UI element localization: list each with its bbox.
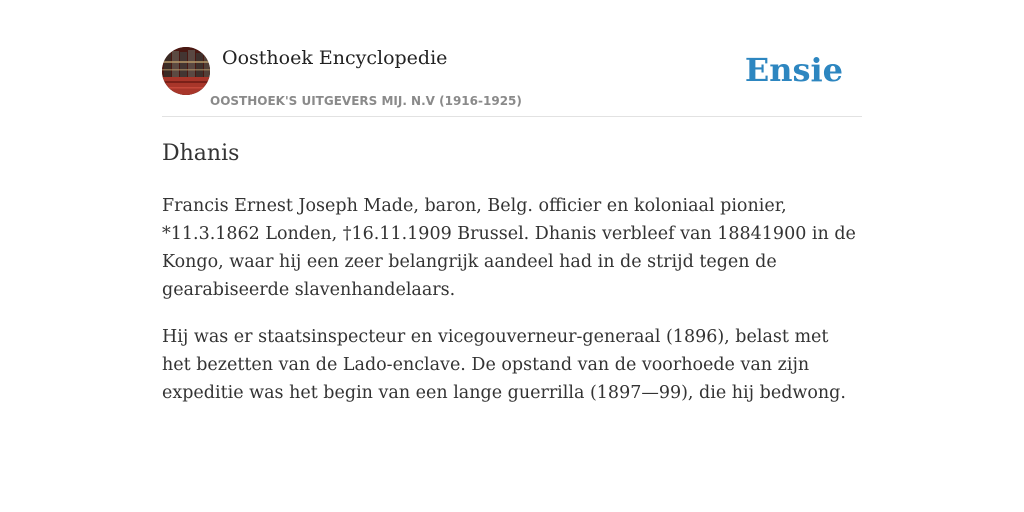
- article-body: [162, 192, 862, 426]
- article-paragraph: Hij was er staatsinspecteur en vicegouverneur-generaal (1896), belast met het bezetten van de Lado-enclave. De opstand van de voorhoede van zijn expeditie was het begin van een lange guerrilla (1897—99), die hij bedwong.: [162, 327, 846, 403]
- site-subtitle: OOSTHOEK'S UITGEVERS MIJ. N.V (1916-1925): [210, 94, 522, 108]
- brand-logo[interactable]: Ensie: [744, 51, 843, 89]
- article-paragraph: Francis Ernest Joseph Made, baron, Belg. officier en koloniaal pionier, *11.3.1862 Londen, †16.11.1909 Brussel. Dhanis verbleef van 18841900 in de Kongo, waar hij een zeer belangrijk aandeel had in de strijd tegen de gearabiseerde slavenhandelaars.: [162, 196, 856, 300]
- site-title[interactable]: Oosthoek Encyclopedie: [222, 47, 448, 69]
- site-header: [162, 46, 862, 117]
- article-title: Dhanis: [162, 141, 240, 166]
- book-spines-icon[interactable]: [162, 47, 210, 95]
